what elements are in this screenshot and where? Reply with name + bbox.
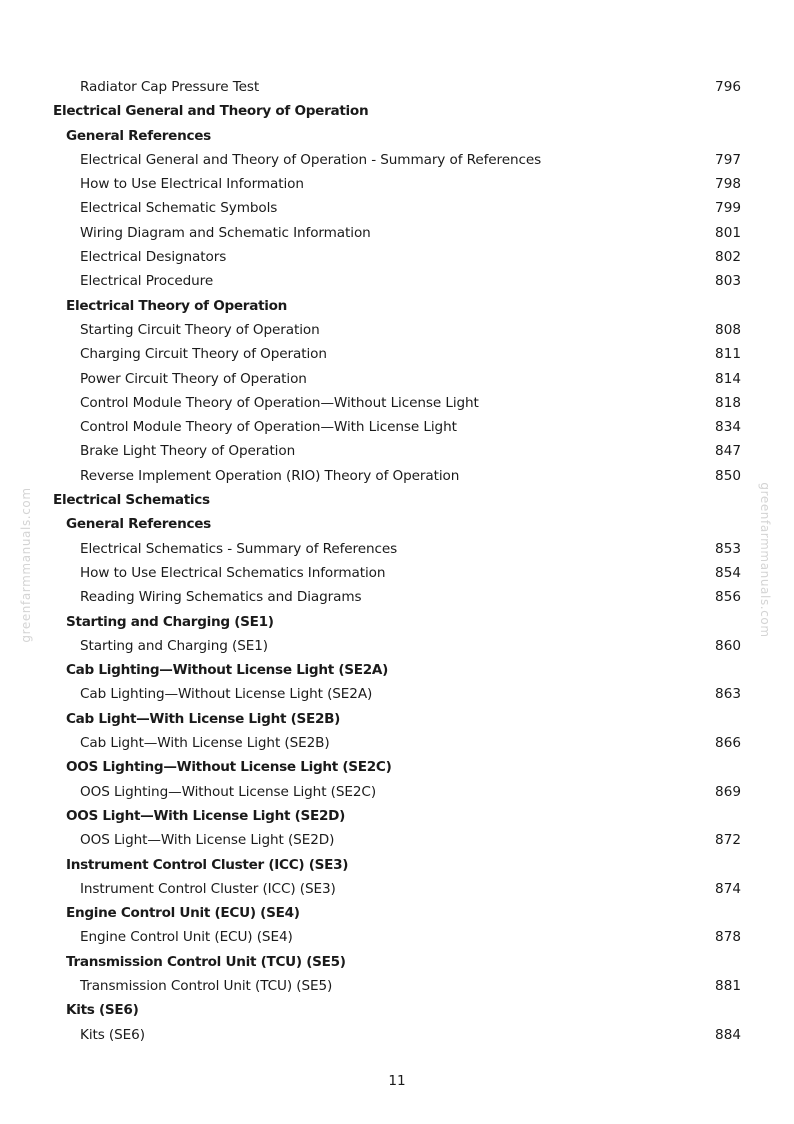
toc-entry-title: General References — [66, 516, 211, 533]
toc-entry-title: Cab Light—With License Light (SE2B) — [80, 735, 330, 752]
toc-entry[interactable] — [0, 342, 794, 366]
toc-entry-title: OOS Lighting—Without License Light (SE2C) — [66, 759, 392, 776]
toc-entry[interactable] — [0, 974, 794, 998]
toc-entry-title: Control Module Theory of Operation—Without License Light — [80, 394, 479, 411]
toc-entry[interactable] — [0, 318, 794, 342]
toc-entry-title: Power Circuit Theory of Operation — [80, 370, 307, 387]
toc-entry[interactable] — [0, 148, 794, 172]
toc-entry-page: 863 — [715, 686, 741, 703]
toc-entry-page: 866 — [715, 735, 741, 752]
toc-entry[interactable] — [0, 172, 794, 196]
toc-entry[interactable] — [0, 269, 794, 293]
toc-entry-title: OOS Lighting—Without License Light (SE2C) — [80, 783, 377, 800]
toc-entry-page: 798 — [715, 176, 741, 193]
toc-entry-title: OOS Light—With License Light (SE2D) — [66, 807, 346, 824]
toc-entry-title: Reverse Implement Operation (RIO) Theory of Operation — [80, 467, 460, 484]
toc-entry-title: Transmission Control Unit (TCU) (SE5) — [80, 977, 333, 994]
toc-subsection-heading — [0, 755, 794, 779]
toc-entry-title: OOS Light—With License Light (SE2D) — [80, 832, 335, 849]
toc-entry[interactable] — [0, 415, 794, 439]
toc-entry-title: Electrical General and Theory of Operation - Summary of References — [80, 151, 542, 168]
toc-entry[interactable] — [0, 439, 794, 463]
toc-entry-page: 803 — [715, 273, 741, 290]
toc-entry-title: General References — [66, 127, 211, 144]
toc-entry[interactable] — [0, 682, 794, 706]
toc-entry-title: Control Module Theory of Operation—With License Light — [80, 419, 457, 436]
toc-entry-title: Starting and Charging (SE1) — [66, 613, 274, 630]
toc-entry-title: How to Use Electrical Information — [80, 176, 304, 193]
toc-entry-title: Electrical Theory of Operation — [66, 297, 288, 314]
toc-entry[interactable] — [0, 367, 794, 391]
toc-subsection-heading — [0, 124, 794, 148]
toc-subsection-heading — [0, 950, 794, 974]
toc-entry-title: Instrument Control Cluster (ICC) (SE3) — [80, 880, 336, 897]
toc-entry-title: Engine Control Unit (ECU) (SE4) — [80, 929, 293, 946]
toc-entry[interactable] — [0, 75, 794, 99]
toc-entry[interactable] — [0, 634, 794, 658]
toc-entry-title: Wiring Diagram and Schematic Information — [80, 224, 371, 241]
toc-entry-page: 814 — [715, 370, 741, 387]
toc-entry-page: 874 — [715, 880, 741, 897]
toc-entry-page: 802 — [715, 249, 741, 266]
watermark-right: greenfarmmanuals.com — [758, 482, 772, 638]
toc-entry-title: Electrical Schematic Symbols — [80, 200, 278, 217]
toc-entry[interactable] — [0, 585, 794, 609]
toc-entry-page: 811 — [715, 346, 741, 363]
toc-entry-title: Engine Control Unit (ECU) (SE4) — [66, 905, 300, 922]
toc-entry-title: Cab Lighting—Without License Light (SE2A) — [80, 686, 373, 703]
toc-entry[interactable] — [0, 828, 794, 852]
toc-entry-title: Electrical Procedure — [80, 273, 214, 290]
toc-entry-title: Cab Light—With License Light (SE2B) — [66, 710, 341, 727]
toc-entry-page: 796 — [715, 79, 741, 95]
toc-entry[interactable] — [0, 561, 794, 585]
toc-entry[interactable] — [0, 925, 794, 949]
toc-entry-title: Cab Lighting—Without License Light (SE2A) — [66, 662, 389, 679]
toc-entry-title: Electrical General and Theory of Operation — [53, 103, 369, 120]
toc-entry-page: 884 — [715, 1026, 741, 1043]
toc-subsection-heading — [0, 707, 794, 731]
toc-entry-title: Radiator Cap Pressure Test — [80, 79, 260, 95]
toc-entry-page: 878 — [715, 929, 741, 946]
toc-entry-title: How to Use Electrical Schematics Information — [80, 564, 386, 581]
toc-entry-title: Electrical Schematics — [53, 492, 210, 509]
table-of-contents — [0, 75, 794, 1047]
toc-entry-title: Instrument Control Cluster (ICC) (SE3) — [66, 856, 349, 873]
toc-entry-title: Reading Wiring Schematics and Diagrams — [80, 589, 362, 606]
toc-entry-page: 869 — [715, 783, 741, 800]
toc-entry-page: 818 — [715, 394, 741, 411]
watermark-left: greenfarmmanuals.com — [19, 487, 33, 643]
toc-entry[interactable] — [0, 464, 794, 488]
toc-entry[interactable] — [0, 877, 794, 901]
toc-entry[interactable] — [0, 1023, 794, 1047]
toc-entry[interactable] — [0, 196, 794, 220]
toc-entry[interactable] — [0, 537, 794, 561]
toc-entry[interactable] — [0, 731, 794, 755]
toc-entry[interactable] — [0, 391, 794, 415]
toc-entry-title: Electrical Designators — [80, 249, 227, 266]
toc-entry-page: 854 — [715, 564, 741, 581]
toc-entry[interactable] — [0, 245, 794, 269]
toc-subsection-heading — [0, 658, 794, 682]
toc-entry-page: 797 — [715, 151, 741, 168]
toc-subsection-heading — [0, 512, 794, 536]
toc-entry-title: Kits (SE6) — [66, 1002, 139, 1019]
toc-subsection-heading — [0, 853, 794, 877]
toc-entry-page: 881 — [715, 977, 741, 994]
toc-entry-page: 860 — [715, 637, 741, 654]
toc-subsection-heading — [0, 294, 794, 318]
toc-entry-title: Electrical Schematics - Summary of References — [80, 540, 398, 557]
toc-entry-page: 847 — [715, 443, 741, 460]
toc-entry-title: Starting Circuit Theory of Operation — [80, 321, 320, 338]
toc-entry-page: 834 — [715, 419, 741, 436]
toc-entry-title: Kits (SE6) — [80, 1026, 145, 1043]
toc-section-heading — [0, 488, 794, 512]
toc-subsection-heading — [0, 804, 794, 828]
toc-entry-page: 801 — [715, 224, 741, 241]
toc-entry-page: 872 — [715, 832, 741, 849]
toc-section-heading — [0, 99, 794, 123]
toc-entry-page: 856 — [715, 589, 741, 606]
toc-subsection-heading — [0, 998, 794, 1022]
toc-entry-title: Starting and Charging (SE1) — [80, 637, 268, 654]
toc-entry[interactable] — [0, 780, 794, 804]
page-number: 11 — [388, 1073, 406, 1089]
toc-subsection-heading — [0, 901, 794, 925]
toc-entry-page: 808 — [715, 321, 741, 338]
toc-entry-page: 850 — [715, 467, 741, 484]
toc-entry-title: Charging Circuit Theory of Operation — [80, 346, 327, 363]
toc-entry-title: Transmission Control Unit (TCU) (SE5) — [66, 953, 346, 970]
toc-entry[interactable] — [0, 221, 794, 245]
toc-entry-title: Brake Light Theory of Operation — [80, 443, 296, 460]
toc-entry-page: 799 — [715, 200, 741, 217]
toc-subsection-heading — [0, 610, 794, 634]
toc-entry-page: 853 — [715, 540, 741, 557]
